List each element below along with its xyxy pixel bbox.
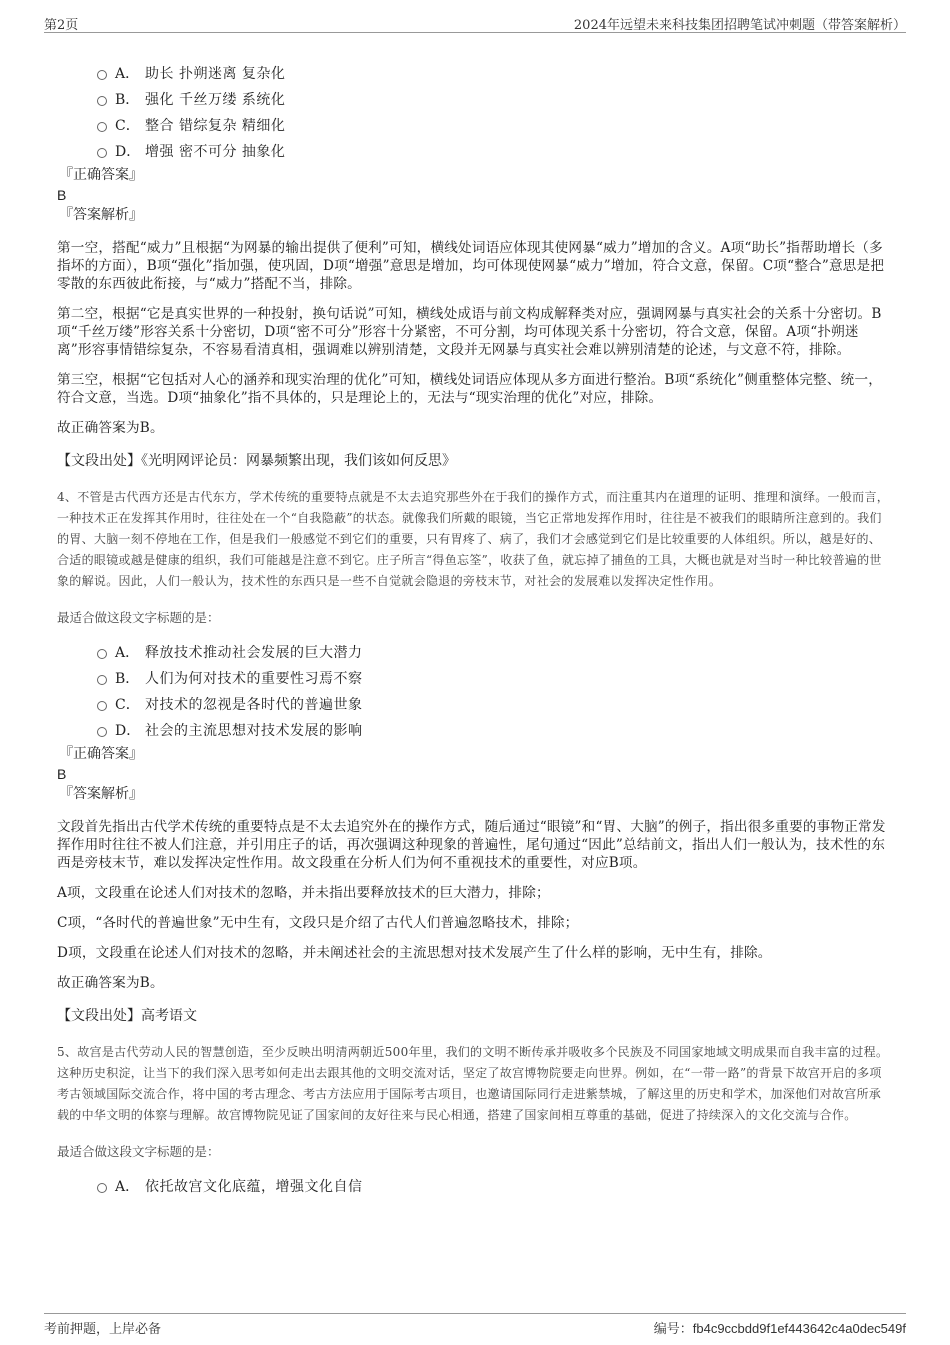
q4-options xyxy=(57,640,893,744)
option-d[interactable]: D． 增强 密不可分 抽象化 xyxy=(97,139,893,165)
question-text: 5、故宫是古代劳动人民的智慧创造，至少反映出明清两朝近500年里，我们的文明不断传承并吸收多个民族及不同国家地域文明成果而自我丰富的过程。这种历史积淀，让当下的我们深入思考如何走出去跟其他的文明交流对话，坚定了故宫博物院要走向世界。例如，在“一带一路”的背景下故宫开启的多项考古领域国际交流合作，将中国的考古理念、考古方法应用于国际考古项目，也邀请国际同行走进紫禁城，了解这里的历史和学术，加深他们对故宫所承载的中华文明的体察与理解。故宫博物院见证了国家间的友好往来与民心相通，搭建了国家间相互尊重的基础，促进了持续深入的文化交流与合作。 xyxy=(57,1045,889,1122)
analysis-paragraph: C项，“各时代的普遍世象”无中生有，文段只是介绍了古代人们普遍忽略技术，排除； xyxy=(57,915,579,931)
q5-options xyxy=(57,1174,893,1200)
analysis-paragraph: D项，文段重在论述人们对技术的忽略，并未阐述社会的主流思想对技术发展产生了什么样的影响，无中生有，排除。 xyxy=(57,945,772,961)
analysis-paragraph: 第一空，搭配“威力”且根据“为网暴的输出提供了便利”可知，横线处词语应体现其使网暴“威力”增加的含义。A项“助长”指帮助增长（多指坏的方面），B项“强化”指加强，使巩固，D项“增强”意思是增加，均可体现使网暴“威力”增加，符合文意，保留。C项“整合”意思是把零散的东西彼此衔接，与“威力”搭配不当，排除。 xyxy=(57,240,885,292)
question-text: 4、不管是古代西方还是古代东方，学术传统的重要特点就是不太去追究那些外在于我们的操作方式，而注重其内在道理的证明、推理和演绎。一般而言，一种技术正在发挥其作用时，往往处在一个“自我隐蔽”的状态。就像我们所戴的眼镜，当它正常地发挥作用时，往往是不被我们的眼睛所注意到的。我们的胃、大脑一刻不停地在工作，但是我们一般感觉不到它们的重要，只有胃疼了、病了，我们才会感觉到它们是比较重要的人体组织。所以，越是好的、合适的眼镜或越是健康的组织，我们可能越是注意不到它。庄子所言“得鱼忘筌”，收获了鱼，就忘掉了捕鱼的工具，大概也就是对当时一种比较普遍的世象的解说。因此，人们一般认为，技术性的东西只是一些不自觉就会隐退的旁枝末节，对社会的发展难以发挥决定性作用。 xyxy=(57,490,890,588)
source-citation: 【文段出处】高考语文 xyxy=(57,1008,197,1024)
analysis-paragraph: 文段首先指出古代学术传统的重要特点是不太去追究外在的操作方式，随后通过“眼镜”和“胃、大脑”的例子，指出很多重要的事物正常发挥作用时往往不被人们注意，并引用庄子的话，再次强调这种现象的普遍性，尾句通过“因此”总结前文，指出人们一般认为，技术性的东西是旁枝末节，难以发挥决定性作用。故文段重在分析人们为何不重视技术的重要性，对应B项。 xyxy=(57,819,886,871)
radio-icon[interactable] xyxy=(97,122,107,132)
analysis-label: 『答案解析』 xyxy=(59,207,143,223)
option-d[interactable]: D． 社会的主流思想对技术发展的影响 xyxy=(97,718,893,744)
question-prompt: 最适合做这段文字标题的是： xyxy=(57,610,220,625)
answer-label: 『正确答案』 xyxy=(59,746,143,762)
page-footer xyxy=(44,1313,906,1336)
answer-label: 『正确答案』 xyxy=(59,167,143,183)
radio-icon[interactable] xyxy=(97,70,107,80)
analysis-paragraph: 故正确答案为B。 xyxy=(57,975,164,991)
analysis-paragraph: 第二空，根据“它是真实世界的一种投射，换句话说”可知，横线处成语与前文构成解释类对应，强调网暴与真实社会的关系十分密切。B项“千丝万缕”形容关系十分密切，D项“密不可分”形容十分紧密，不可分割，均可体现关系十分密切，符合文意，保留。A项“扑朔迷离”形容事情错综复杂，不容易看清真相，强调难以辨别清楚，文段并无网暴与真实社会难以辨别清楚的论述，与文意不符，排除。 xyxy=(57,306,882,358)
option-a[interactable]: A． 释放技术推动社会发展的巨大潜力 xyxy=(97,640,893,666)
footer-slogan: 考前押题，上岸必备 xyxy=(44,1322,162,1337)
source-citation: 【文段出处】《光明网评论员：网暴频繁出现，我们该如何反思》 xyxy=(57,453,456,469)
option-a[interactable]: A． 助长 扑朔迷离 复杂化 xyxy=(97,61,893,87)
radio-icon[interactable] xyxy=(97,727,107,737)
analysis-paragraph: A项，文段重在论述人们对技术的忽略，并未指出要释放技术的巨大潜力，排除； xyxy=(57,885,550,901)
option-b[interactable]: B． 人们为何对技术的重要性习焉不察 xyxy=(97,666,893,692)
document-title: 2024年远望未来科技集团招聘笔试冲刺题（带答案解析） xyxy=(573,18,906,33)
answer-value: B xyxy=(57,766,67,782)
radio-icon[interactable] xyxy=(97,675,107,685)
page-header xyxy=(44,12,906,33)
option-a[interactable]: A． 依托故宫文化底蕴，增强文化自信 xyxy=(97,1174,893,1200)
document-id: 编号：fb4c9ccbdd9f1ef443642c4a0dec549f xyxy=(653,1321,906,1336)
question-prompt: 最适合做这段文字标题的是： xyxy=(57,1144,220,1159)
answer-value: B xyxy=(57,187,67,203)
option-b[interactable]: B． 强化 千丝万缕 系统化 xyxy=(97,87,893,113)
option-c[interactable]: C． 整合 错综复杂 精细化 xyxy=(97,113,893,139)
analysis-paragraph: 第三空，根据“它包括对人心的涵养和现实治理的优化”可知，横线处词语应体现从多方面进行整治。B项“系统化”侧重整体完整、统一，符合文意，当选。D项“抽象化”指不具体的，只是理论上的，无法与“现实治理的优化”对应，排除。 xyxy=(57,372,883,406)
radio-icon[interactable] xyxy=(97,1183,107,1193)
page-number: 第2页 xyxy=(44,18,79,33)
analysis-paragraph: 故正确答案为B。 xyxy=(57,420,164,436)
radio-icon[interactable] xyxy=(97,96,107,106)
option-c[interactable]: C． 对技术的忽视是各时代的普遍世象 xyxy=(97,692,893,718)
content xyxy=(57,58,893,1200)
q3-options xyxy=(57,61,893,165)
analysis-label: 『答案解析』 xyxy=(59,786,143,802)
radio-icon[interactable] xyxy=(97,649,107,659)
radio-icon[interactable] xyxy=(97,148,107,158)
radio-icon[interactable] xyxy=(97,701,107,711)
